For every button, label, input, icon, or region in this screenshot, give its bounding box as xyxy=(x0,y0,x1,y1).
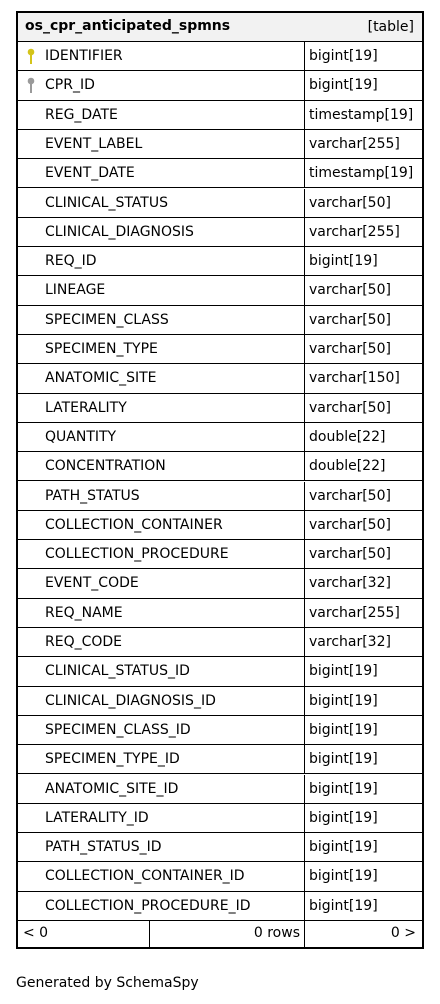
column-name: LATERALITY_ID xyxy=(45,809,149,826)
table-row xyxy=(18,687,422,716)
column-cell xyxy=(18,218,305,246)
column-cell xyxy=(18,569,305,597)
table-row xyxy=(18,394,422,423)
table-row xyxy=(18,511,422,540)
column-type: varchar[255] xyxy=(309,223,400,240)
column-type: timestamp[19] xyxy=(309,165,414,182)
table-row xyxy=(18,276,422,305)
column-type: varchar[50] xyxy=(309,282,391,299)
column-type: bigint[19] xyxy=(309,663,378,680)
column-name: COLLECTION_CONTAINER xyxy=(45,516,223,533)
column-name: SPECIMEN_CLASS_ID xyxy=(45,721,191,738)
column-name: EVENT_DATE xyxy=(45,165,135,182)
column-cell xyxy=(18,599,305,627)
column-cell xyxy=(18,716,305,744)
column-type: varchar[50] xyxy=(309,341,391,357)
column-name: LATERALITY xyxy=(45,399,127,416)
table-row xyxy=(18,159,422,188)
column-name: SPECIMEN_CLASS xyxy=(45,311,169,328)
table-row xyxy=(18,569,422,598)
table-row xyxy=(18,189,422,218)
table-row xyxy=(18,540,422,569)
column-cell xyxy=(18,335,305,363)
children-count: 0 > xyxy=(390,925,416,941)
column-name: ANATOMIC_SITE_ID xyxy=(45,780,179,797)
column-type: varchar[50] xyxy=(309,546,391,563)
row-count: 0 rows xyxy=(253,925,300,941)
column-name: CLINICAL_DIAGNOSIS_ID xyxy=(45,692,216,709)
table-row xyxy=(18,628,422,657)
column-cell xyxy=(18,775,305,803)
table-row xyxy=(18,423,422,452)
column-cell xyxy=(18,628,305,656)
column-name: CONCENTRATION xyxy=(45,458,166,475)
column-cell xyxy=(18,833,305,861)
column-cell xyxy=(18,511,305,539)
table-row xyxy=(18,42,422,71)
table-row xyxy=(18,862,422,891)
schema-table xyxy=(16,11,424,949)
column-name: ANATOMIC_SITE xyxy=(45,370,157,387)
table-row xyxy=(18,247,422,276)
column-type: varchar[50] xyxy=(309,516,391,533)
table-row xyxy=(18,452,422,481)
column-name: QUANTITY xyxy=(45,428,117,445)
table-row xyxy=(18,218,422,247)
table-row xyxy=(18,657,422,686)
column-cell xyxy=(18,745,305,773)
column-type: bigint[19] xyxy=(309,839,378,856)
column-name: IDENTIFIER xyxy=(45,48,123,64)
column-type: varchar[150] xyxy=(309,370,400,387)
column-name: EVENT_LABEL xyxy=(45,135,143,152)
column-cell xyxy=(18,687,305,715)
column-cell xyxy=(18,482,305,510)
table-row xyxy=(18,335,422,364)
table-footer xyxy=(18,921,422,947)
column-type: bigint[19] xyxy=(309,721,378,738)
column-cell xyxy=(18,159,305,187)
rows-cell xyxy=(150,921,305,947)
table-name: os_cpr_anticipated_spmns xyxy=(25,18,231,34)
primary-key-icon xyxy=(26,48,36,65)
column-type: bigint[19] xyxy=(309,77,378,94)
column-type: bigint[19] xyxy=(309,751,378,768)
column-type: varchar[32] xyxy=(309,575,391,592)
column-name: COLLECTION_PROCEDURE xyxy=(45,546,229,563)
column-cell xyxy=(18,452,305,480)
column-type: double[22] xyxy=(309,458,386,475)
column-cell xyxy=(18,394,305,422)
table-row xyxy=(18,130,422,159)
column-type: varchar[255] xyxy=(309,135,400,152)
column-cell xyxy=(18,657,305,685)
table-row xyxy=(18,892,422,921)
table-row xyxy=(18,745,422,774)
column-name: COLLECTION_CONTAINER_ID xyxy=(45,868,245,885)
table-row xyxy=(18,101,422,130)
column-type: varchar[255] xyxy=(309,604,400,621)
column-name: CPR_ID xyxy=(45,77,95,94)
column-cell xyxy=(18,101,305,129)
column-cell xyxy=(18,804,305,832)
generated-by-label: Generated by SchemaSpy xyxy=(16,975,199,991)
column-name: PATH_STATUS xyxy=(45,487,140,504)
column-name: REQ_CODE xyxy=(45,634,123,650)
column-name: SPECIMEN_TYPE_ID xyxy=(45,751,180,768)
column-type: bigint[19] xyxy=(309,48,378,64)
column-cell xyxy=(18,71,305,99)
column-cell xyxy=(18,276,305,304)
table-row xyxy=(18,482,422,511)
table-row xyxy=(18,716,422,745)
column-cell xyxy=(18,364,305,392)
column-type: varchar[50] xyxy=(309,311,391,328)
foreign-key-icon xyxy=(26,77,36,94)
column-type: varchar[32] xyxy=(309,634,391,650)
table-row xyxy=(18,599,422,628)
table-header xyxy=(18,13,422,42)
parents-cell xyxy=(18,921,150,947)
column-cell xyxy=(18,42,305,70)
column-name: CLINICAL_DIAGNOSIS xyxy=(45,223,194,240)
parents-count: < 0 xyxy=(23,925,49,941)
column-type: timestamp[19] xyxy=(309,106,414,123)
column-type: bigint[19] xyxy=(309,809,378,826)
column-cell xyxy=(18,247,305,275)
table-kind: [table] xyxy=(367,19,414,35)
column-name: LINEAGE xyxy=(45,282,106,299)
column-type: varchar[50] xyxy=(309,399,391,416)
table-row xyxy=(18,364,422,393)
column-cell xyxy=(18,423,305,451)
column-name: SPECIMEN_TYPE xyxy=(45,341,158,357)
column-type: varchar[50] xyxy=(309,194,391,211)
column-name: REQ_NAME xyxy=(45,604,123,621)
column-cell xyxy=(18,540,305,568)
column-name: CLINICAL_STATUS xyxy=(45,194,168,211)
column-cell xyxy=(18,306,305,334)
table-row xyxy=(18,775,422,804)
table-row xyxy=(18,833,422,862)
column-type: bigint[19] xyxy=(309,897,378,914)
column-name: REG_DATE xyxy=(45,106,118,123)
column-name: PATH_STATUS_ID xyxy=(45,839,162,856)
column-type: bigint[19] xyxy=(309,868,378,885)
column-name: REQ_ID xyxy=(45,253,97,270)
column-cell xyxy=(18,862,305,890)
column-name: COLLECTION_PROCEDURE_ID xyxy=(45,897,251,914)
table-row xyxy=(18,804,422,833)
column-cell xyxy=(18,189,305,217)
table-row xyxy=(18,71,422,100)
column-name: EVENT_CODE xyxy=(45,575,139,592)
column-name: CLINICAL_STATUS_ID xyxy=(45,663,190,680)
column-type: double[22] xyxy=(309,428,386,445)
column-cell xyxy=(18,892,305,920)
column-type: varchar[50] xyxy=(309,487,391,504)
column-type: bigint[19] xyxy=(309,692,378,709)
column-type: bigint[19] xyxy=(309,253,378,270)
column-cell xyxy=(18,130,305,158)
column-type: bigint[19] xyxy=(309,780,378,797)
table-row xyxy=(18,306,422,335)
